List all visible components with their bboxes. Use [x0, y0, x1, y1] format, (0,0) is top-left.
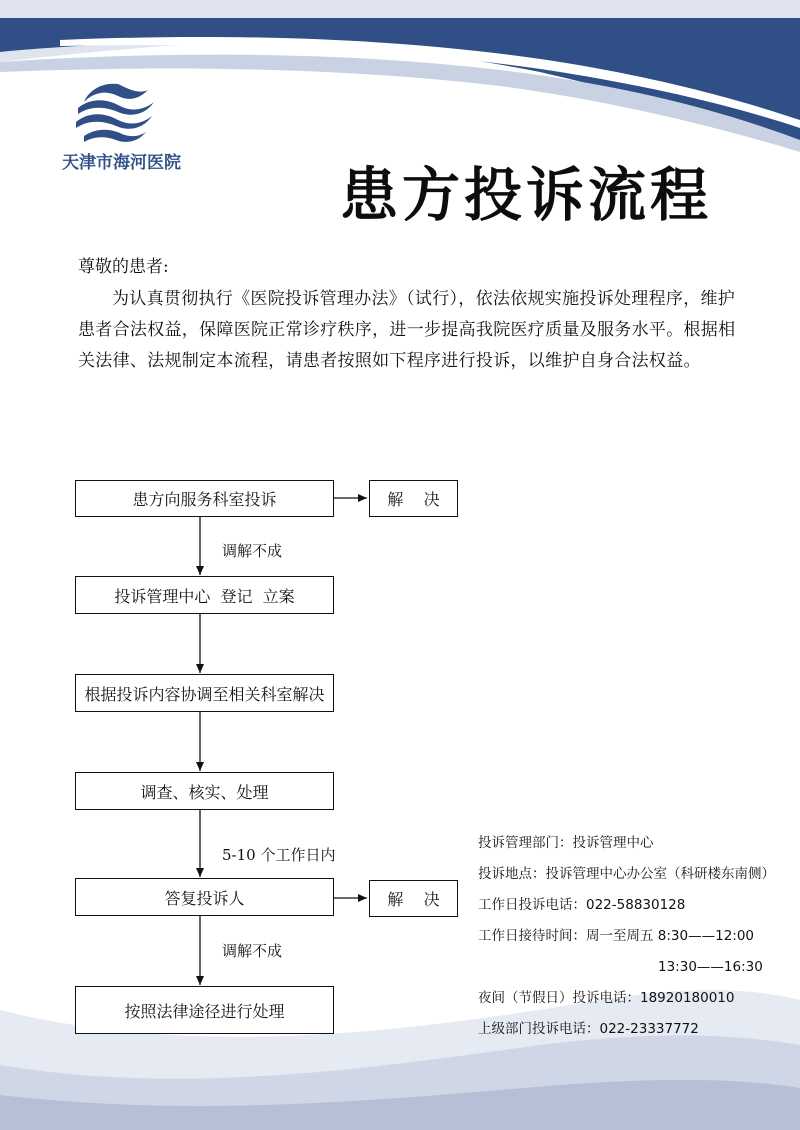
flow-step-register-case: 投诉管理中心 登记 立案	[75, 576, 334, 614]
salutation: 尊敬的患者:	[78, 257, 169, 277]
flow-step-complaint-to-department: 患方向服务科室投诉	[75, 480, 334, 517]
contact-reception-hours-afternoon: 13:30——16:30	[658, 959, 763, 975]
contact-night-phone: 夜间（节假日）投诉电话：18920180010	[478, 990, 735, 1006]
contact-info	[478, 828, 778, 1045]
edge-label-mediation-failed-1: 调解不成	[222, 542, 283, 560]
flow-side-resolved-2: 解 决	[369, 880, 458, 917]
intro-paragraph: 为认真贯彻执行《医院投诉管理办法》（试行），依法依规实施投诉处理程序，维护患者合法权益，保障医院正常诊疗秩序，进一步提高我院医疗质量及服务水平。根据相关法律、法规制定本流程，请患者按照如下程序进行投诉，以维护自身合法权益。	[78, 289, 736, 371]
page-title: 患方投诉流程	[340, 161, 713, 229]
edge-label-mediation-failed-2: 调解不成	[222, 942, 283, 960]
flow-step-coordinate-department: 根据投诉内容协调至相关科室解决	[75, 674, 334, 712]
flow-step-legal-process: 按照法律途径进行处理	[75, 986, 334, 1034]
edge-label-within-days: 5-10 个工作日内	[222, 846, 336, 864]
hospital-name: 天津市海河医院	[62, 153, 181, 173]
flow-step-investigate: 调查、核实、处理	[75, 772, 334, 810]
contact-department: 投诉管理部门：投诉管理中心	[478, 835, 654, 851]
flow-side-resolved-1: 解 决	[369, 480, 458, 517]
contact-location: 投诉地点：投诉管理中心办公室（科研楼东南侧）	[478, 866, 775, 882]
contact-reception-hours: 工作日接待时间：周一至周五 8:30——12:00	[478, 928, 755, 944]
contact-workday-phone: 工作日投诉电话：022-58830128	[478, 897, 686, 913]
flow-step-reply-complainant: 答复投诉人	[75, 878, 334, 916]
contact-superior-phone: 上级部门投诉电话：022-23337772	[478, 1021, 699, 1037]
